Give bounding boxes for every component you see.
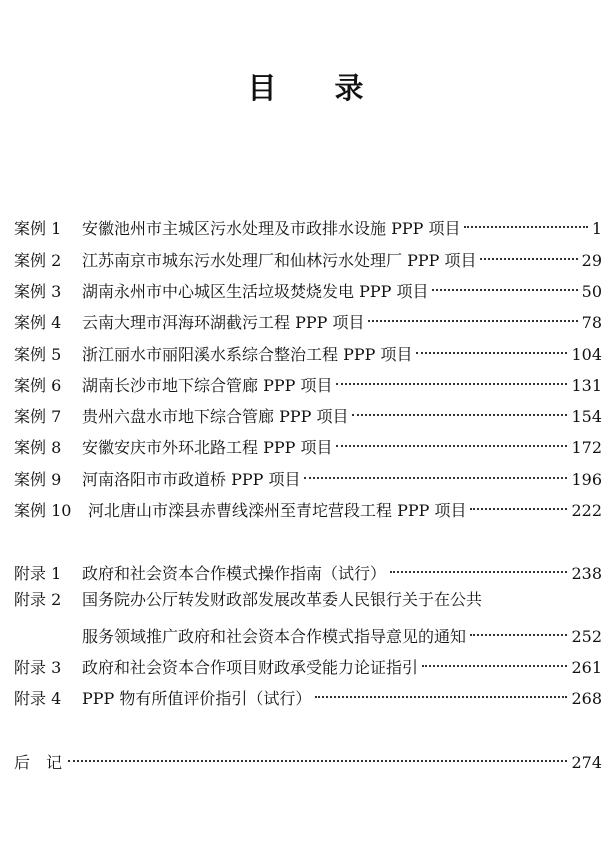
entry-label: 后 记	[14, 753, 63, 772]
toc-entry-case-1[interactable]	[14, 212, 602, 238]
entry-title: 河南洛阳市市政道桥 PPP 项目	[82, 470, 301, 489]
entry-page: 222	[571, 501, 602, 520]
dot-leader	[336, 369, 567, 391]
entry-page: 131	[571, 376, 602, 395]
entry-page: 78	[581, 313, 602, 332]
entry-label: 案例 4	[14, 313, 62, 332]
entry-title: 河北唐山市滦县赤曹线滦州至青坨营段工程 PPP 项目	[88, 501, 467, 520]
dot-leader	[390, 557, 567, 579]
entry-label: 案例 2	[14, 251, 62, 270]
entry-title: 安徽安庆市外环北路工程 PPP 项目	[82, 438, 333, 457]
toc-entry-appendix-3[interactable]	[14, 651, 602, 677]
dot-leader	[304, 463, 567, 485]
dot-leader	[464, 212, 587, 234]
dot-leader	[416, 338, 567, 360]
entry-page: 172	[571, 438, 602, 457]
entry-page: 238	[571, 564, 602, 583]
title-char-2: 录	[334, 71, 364, 105]
toc-entry-case-7[interactable]	[14, 400, 602, 426]
entry-title: 贵州六盘水市地下综合管廊 PPP 项目	[82, 407, 349, 426]
title-char-1: 目	[247, 71, 277, 105]
entry-label: 附录 2	[14, 590, 62, 609]
toc-entry-appendix-4[interactable]	[14, 682, 602, 708]
entry-title: 政府和社会资本合作模式操作指南（试行）	[82, 564, 387, 583]
entry-page: 104	[571, 345, 602, 364]
page-title	[0, 66, 611, 107]
entry-page: 274	[571, 753, 602, 772]
toc-entry-afterword[interactable]	[14, 746, 602, 772]
entry-title: 云南大理市洱海环湖截污工程 PPP 项目	[82, 313, 365, 332]
dot-leader	[470, 494, 567, 516]
entry-title: 浙江丽水市丽阳溪水系综合整治工程 PPP 项目	[82, 345, 413, 364]
entry-label: 案例 3	[14, 282, 62, 301]
entry-title: 安徽池州市主城区污水处理及市政排水设施 PPP 项目	[82, 219, 461, 238]
entry-page: 154	[571, 407, 602, 426]
dot-leader	[368, 306, 577, 328]
toc-entry-case-5[interactable]	[14, 338, 602, 364]
toc-entry-case-2[interactable]	[14, 244, 602, 270]
entry-label: 附录 1	[14, 564, 62, 583]
dot-leader	[68, 746, 567, 768]
entry-title: 江苏南京市城东污水处理厂和仙林污水处理厂 PPP 项目	[82, 251, 477, 270]
entry-page: 50	[581, 282, 602, 301]
entry-page: 252	[571, 627, 602, 646]
entry-label: 案例 5	[14, 345, 62, 364]
toc-entry-case-10[interactable]	[14, 494, 602, 520]
toc-entry-appendix-2[interactable]	[14, 589, 602, 611]
entry-label: 案例 10	[14, 501, 72, 520]
toc-entry-case-8[interactable]	[14, 431, 602, 457]
dot-leader	[336, 431, 567, 453]
dot-leader	[422, 651, 567, 673]
dot-leader	[352, 400, 567, 422]
entry-title: 湖南永州市中心城区生活垃圾焚烧发电 PPP 项目	[82, 282, 429, 301]
toc-entry-case-3[interactable]	[14, 275, 602, 301]
entry-title-continued: 服务领域推广政府和社会资本合作模式指导意见的通知	[82, 627, 467, 646]
entry-title: PPP 物有所值评价指引（试行）	[82, 689, 312, 708]
entry-page: 1	[591, 219, 602, 238]
entry-page: 261	[571, 658, 602, 677]
entry-title: 国务院办公厅转发财政部发展改革委人民银行关于在公共	[82, 590, 483, 609]
dot-leader	[480, 244, 577, 266]
entry-page: 196	[571, 470, 602, 489]
entry-label: 附录 4	[14, 689, 62, 708]
entry-label: 案例 8	[14, 438, 62, 457]
toc-entry-appendix-2-continued[interactable]	[14, 620, 602, 646]
entry-label: 附录 3	[14, 658, 62, 677]
entry-page: 29	[581, 251, 602, 270]
entry-label: 案例 9	[14, 470, 62, 489]
toc-entry-appendix-1[interactable]	[14, 557, 602, 583]
toc-entry-case-4[interactable]	[14, 306, 602, 332]
entry-label: 案例 6	[14, 376, 62, 395]
dot-leader	[470, 620, 567, 642]
dot-leader	[315, 682, 567, 704]
toc-entry-case-9[interactable]	[14, 463, 602, 489]
entry-title: 政府和社会资本合作项目财政承受能力论证指引	[82, 658, 419, 677]
entry-title: 湖南长沙市地下综合管廊 PPP 项目	[82, 376, 333, 395]
dot-leader	[432, 275, 577, 297]
entry-page: 268	[571, 689, 602, 708]
entry-label: 案例 7	[14, 407, 62, 426]
toc-entry-case-6[interactable]	[14, 369, 602, 395]
entry-label: 案例 1	[14, 219, 62, 238]
